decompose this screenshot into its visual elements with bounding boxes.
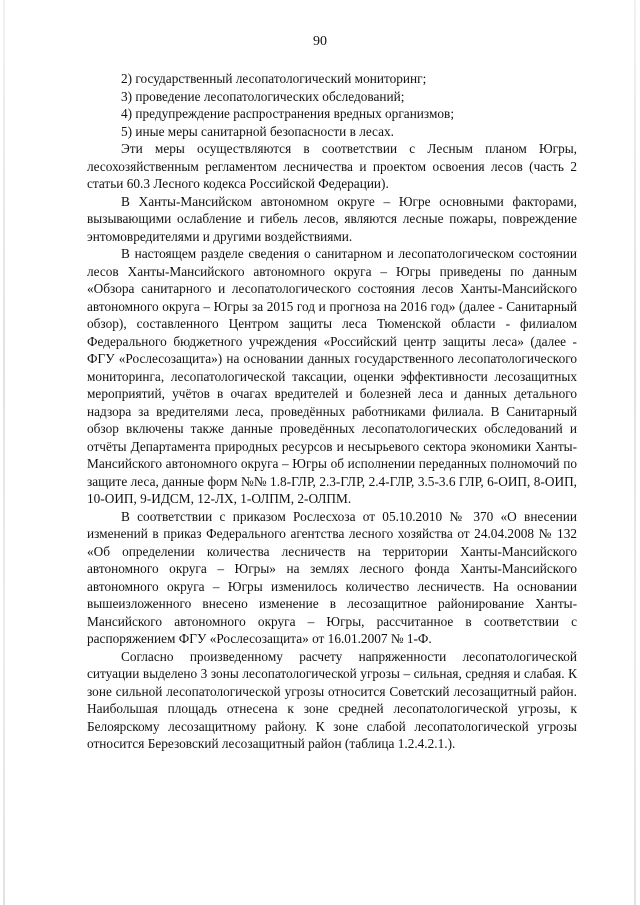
paragraph-measures: Эти меры осуществляются в соответствии с Лесным планом Югры, лесохозяйственным регламентом лесничества и проектом освоения лесов (часть 2 статьи 60.3 Лесного кодекса Российской Федерации). <box>87 141 577 191</box>
page-number: 90 <box>313 34 327 49</box>
paragraph-sources: В настоящем разделе сведения о санитарном и лесопатологическом состоянии лесов Ханты-Мансийского автономного округа – Югры приведены по данным «Обзора санитарного и лесопатологического состояния лесов Ханты-Мансийского автономного округа – Югры за 2015 год и прогноза на 2016 год» (далее - Санитарный обзор), составленного Центром защиты леса Тюменской области - филиалом Федерального бюджетного учреждения «Российский центр защиты леса» (далее - ФГУ «Рослесозащита») на основании данных государственного лесопатологического мониторинга, лесопатологической таксации, оценки эффективности лесозащитных мероприятий, учётов в очагах вредителей и болезней леса и данных детального надзора за вредителями леса, проведённых работниками филиала. В Санитарный обзор включены также данные проведённых лесопатологических обследований и отчёты Департамента природных ресурсов и несырьевого сектора экономики Ханты-Мансийского автономного округа – Югры об исполнении переданных полномочий по защите леса, данные форм №№ 1.8-ГЛР, 2.3-ГЛР, 2.4-ГЛР, 3.5-3.6 ГЛР, 6-ОИП, 8-ОИП, 10-ОИП, 9-ИДСМ, 12-ЛХ, 1-ОЛПМ, 2-ОЛПМ. <box>87 246 577 506</box>
list-item: 3) проведение лесопатологических обследований; <box>121 88 405 104</box>
list-item: 5) иные меры санитарной безопасности в лесах. <box>121 123 394 139</box>
list-item: 4) предупреждение распространения вредных организмов; <box>121 106 455 121</box>
paragraph-order: В соответствии с приказом Рослесхоза от 05.10.2010 № 370 «О внесении изменений в приказ Федерального агентства лесного хозяйства от 24.04.2008 № 132 «Об определении количества лесничеств на территории Ханты-Мансийского автономного округа – Югры» на землях лесного фонда Ханты-Мансийского автономного округа – Югры изменилось количество лесничеств. На основании вышеизложенного внесено изменение в лесозащитное районирование Ханты-Мансийского автономного округа – Югры, рассчитанное в соответствии с распоряжением ФГУ «Рослесозащита» от 16.01.2007 № 1-Ф. <box>87 508 577 646</box>
list-item: 2) государственный лесопатологический мониторинг; <box>121 71 427 86</box>
scan-edge-left <box>3 0 5 905</box>
paragraph-zones: Согласно произведенному расчету напряженности лесопатологической ситуации выделено 3 зоны лесопатологической угрозы – сильная, средняя и слабая. К зоне сильной лесопатологической угрозы относится Советский лесозащитный район. Наибольшая площадь отнесена к зоне средней лесопатологической угрозы, к Белоярскому лесозащитному району. К зоне слабой лесопатологической угрозы относится Березовский лесозащитный район (таблица 1.2.4.2.1.). <box>87 648 577 751</box>
scan-edge-right <box>634 0 636 905</box>
page-body <box>87 70 577 753</box>
paragraph-factors: В Ханты-Мансийском автономном округе – Югре основными факторами, вызывающими ослабление и гибель лесов, являются лесные пожары, повреждение энтомовредителями и другими воздействиями. <box>87 193 577 244</box>
